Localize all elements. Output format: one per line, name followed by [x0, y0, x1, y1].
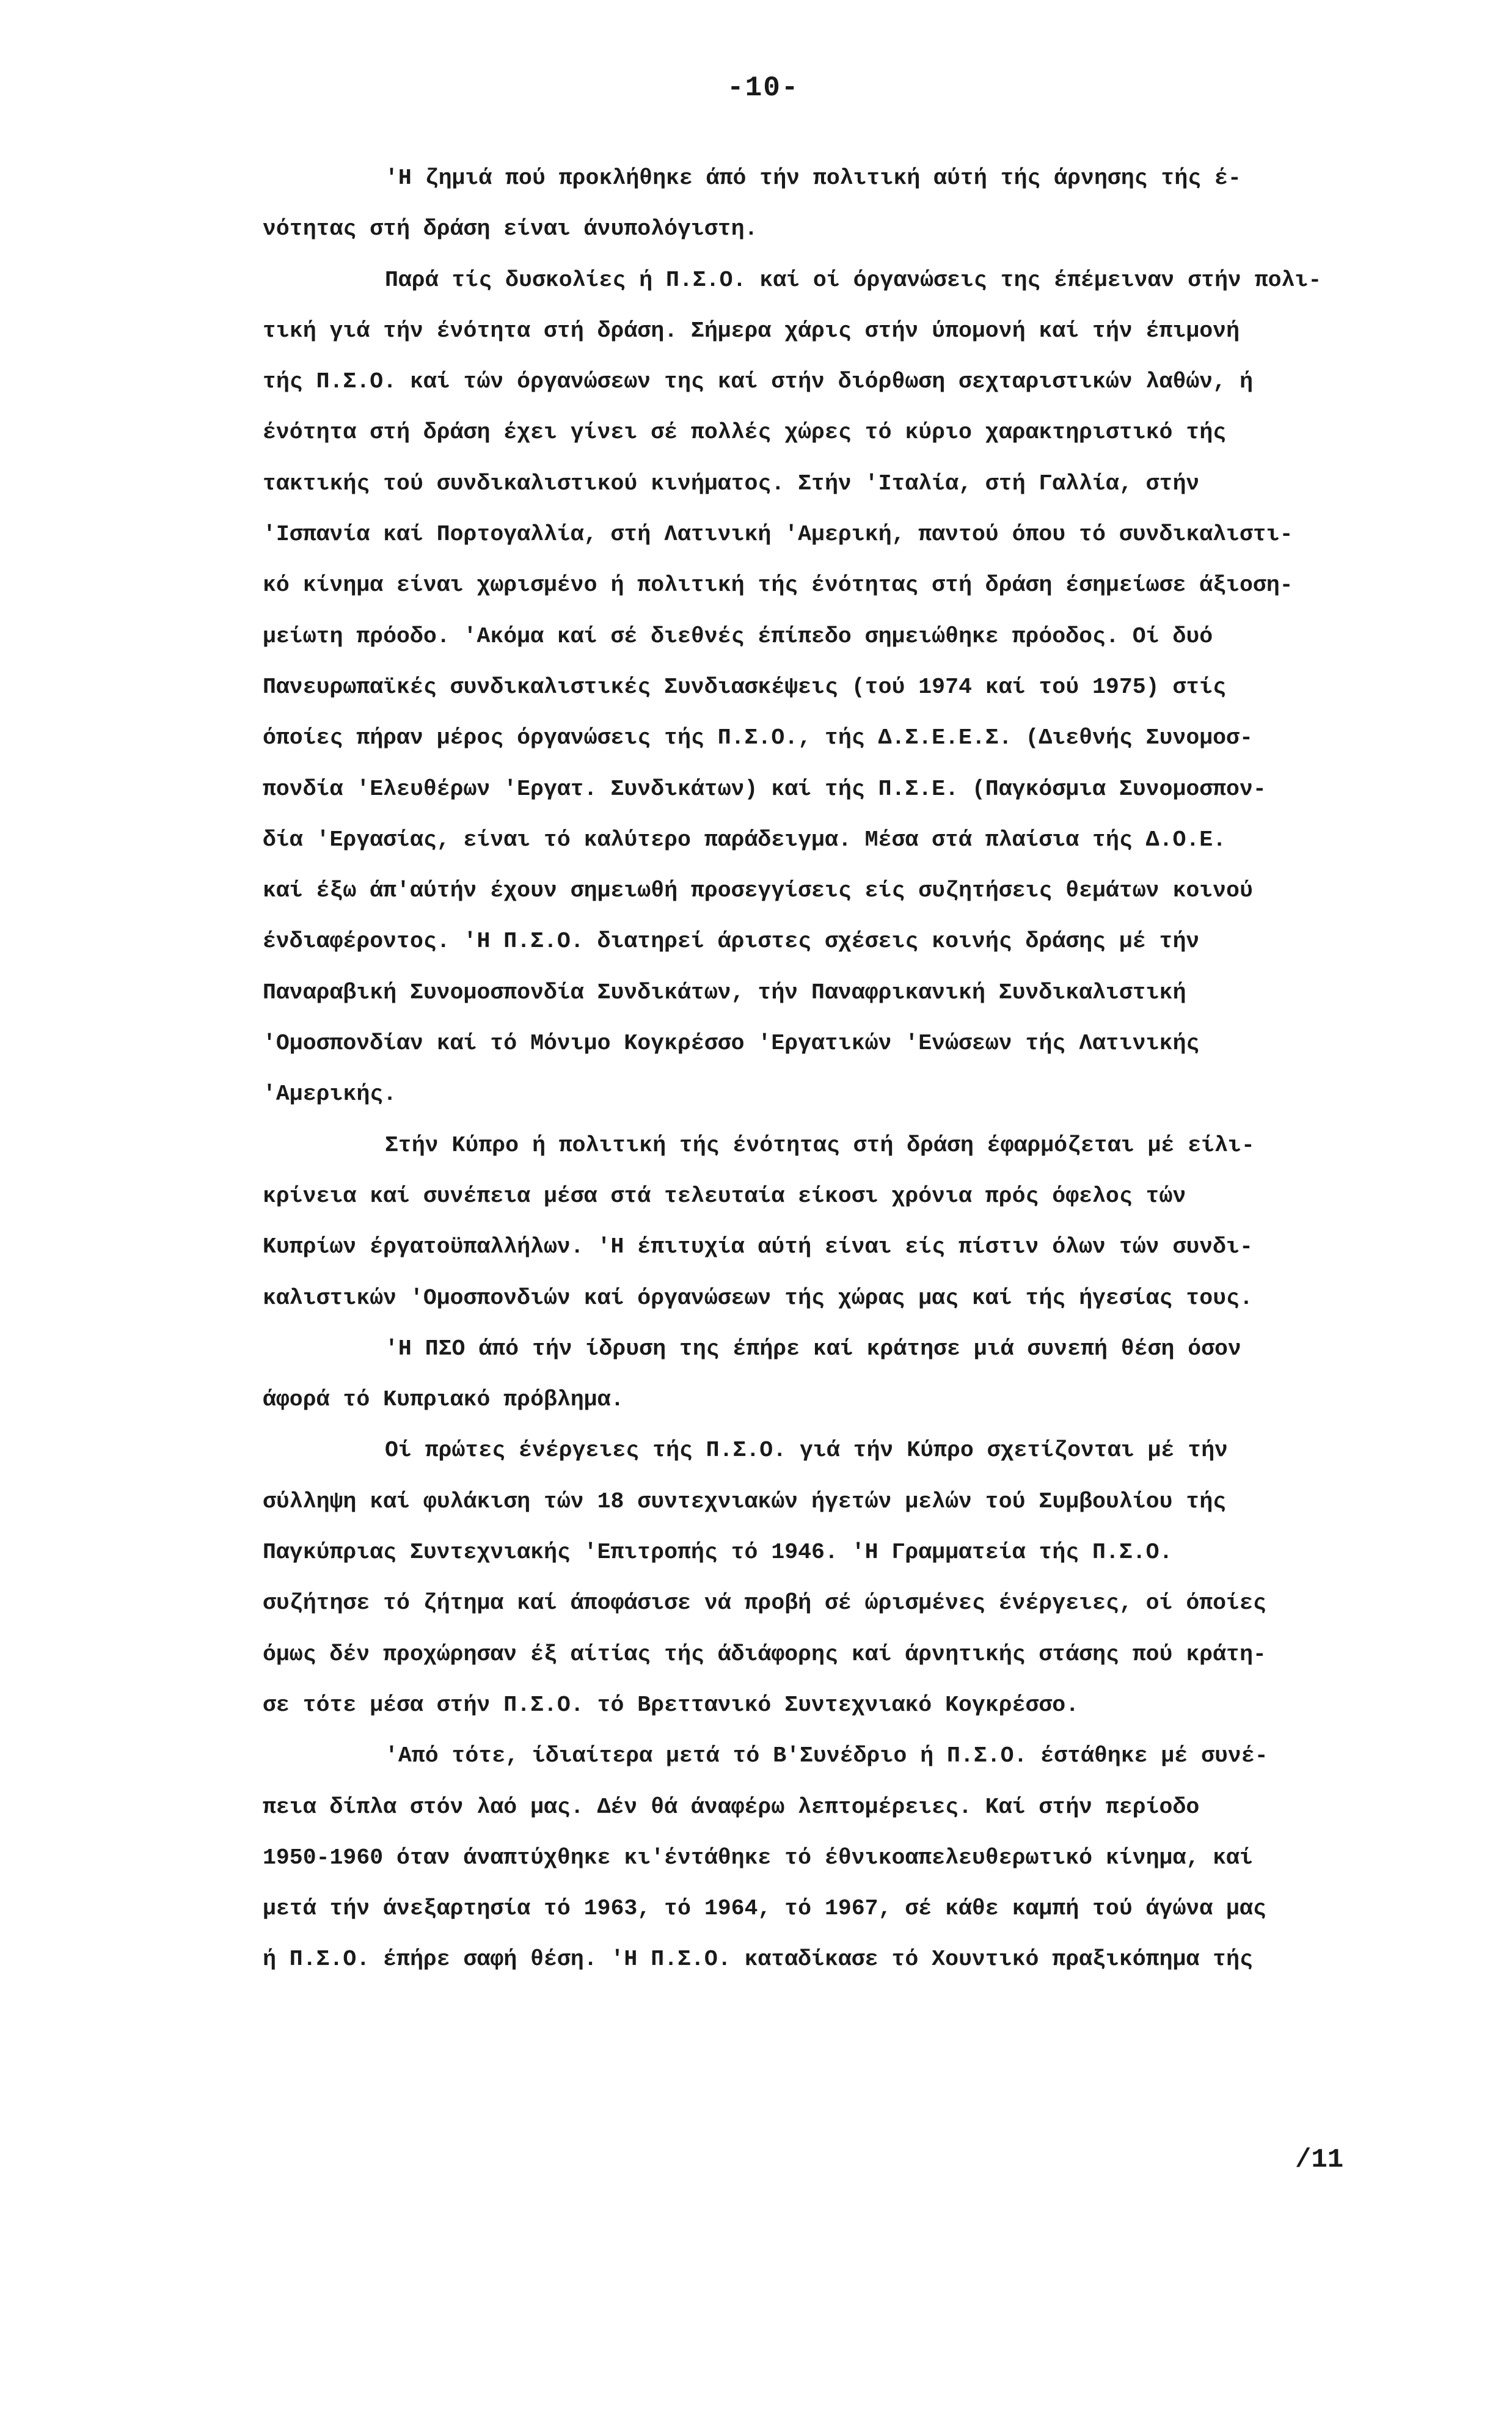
text-line: Οί πρώτες ένέργειες τής Π.Σ.Ο. γιά τήν Κύπρο σχετίζονται μέ τήν [385, 1438, 1228, 1463]
text-line: συζήτησε τό ζήτημα καί άποφάσισε νά προβή σέ ώρισμένες ένέργειες, οί όποίες [263, 1590, 1266, 1616]
text-line: Κυπρίων έργατοϋπαλλήλων. 'Η έπιτυχία αύτή είναι είς πίστιν όλων τών συνδι- [263, 1234, 1253, 1260]
text-line: Στήν Κύπρο ή πολιτική τής ένότητας στή δράση έφαρμόζεται μέ είλι- [385, 1132, 1255, 1158]
text-line: σύλληψη καί φυλάκιση τών 18 συντεχνιακών ήγετών μελών τού Συμβουλίου τής [263, 1488, 1227, 1514]
text-line: Παναραβική Συνομοσπονδία Συνδικάτων, τήν Παναφρικανική Συνδικαλιστική [263, 979, 1186, 1005]
text-line: 'Η ΠΣΟ άπό τήν ίδρυση της έπήρε καί κράτησε μιά συνεπή θέση όσον [385, 1336, 1241, 1361]
body-text [263, 153, 1423, 1985]
text-line: κό κίνημα είναι χωρισμένο ή πολιτική τής ένότητας στή δράση έσημείωσε άξιοση- [263, 573, 1293, 598]
text-line: ή Π.Σ.Ο. έπήρε σαφή θέση. 'Η Π.Σ.Ο. καταδίκασε τό Χουντικό πραξικόπημα τής [263, 1947, 1253, 1972]
text-line: 1950-1960 όταν άναπτύχθηκε κι'έντάθηκε τό έθνικοαπελευθερωτικό κίνημα, καί [263, 1845, 1253, 1870]
text-line: ένότητα στή δράση έχει γίνει σέ πολλές χώρες τό κύριο χαρακτηριστικό τής [263, 420, 1227, 445]
text-line: τακτικής τού συνδικαλιστικού κινήματος. Στήν 'Ιταλία, στή Γαλλία, στήν [263, 470, 1200, 496]
page-number: -10- [727, 72, 800, 104]
text-line: πονδία 'Ελευθέρων 'Εργατ. Συνδικάτων) καί τής Π.Σ.Ε. (Παγκόσμια Συνομοσπον- [263, 776, 1266, 802]
continuation-marker: /11 [1295, 2145, 1344, 2175]
text-line: κρίνεια καί συνέπεια μέσα στά τελευταία είκοσι χρόνια πρός όφελος τών [263, 1183, 1186, 1209]
text-line: 'Αμερικής. [263, 1081, 397, 1107]
text-line: 'Από τότε, ίδιαίτερα μετά τό Β'Συνέδριο ή Π.Σ.Ο. έστάθηκε μέ συνέ- [385, 1743, 1268, 1769]
text-line: τής Π.Σ.Ο. καί τών όργανώσεων της καί στήν διόρθωση σεχταριστικών λαθών, ή [263, 369, 1253, 395]
text-line: όμως δέν προχώρησαν έξ αίτίας τής άδιάφορης καί άρνητικής στάσης πού κράτη- [263, 1641, 1266, 1667]
text-line: μετά τήν άνεξαρτησία τό 1963, τό 1964, τό 1967, σέ κάθε καμπή τού άγώνα μας [263, 1896, 1266, 1922]
text-line: καλιστικών 'Ομοσπονδιών καί όργανώσεων τής χώρας μας καί τής ήγεσίας τους. [263, 1285, 1253, 1311]
text-line: μείωτη πρόοδο. 'Ακόμα καί σέ διεθνές έπίπεδο σημειώθηκε πρόοδος. Οί δυό [263, 623, 1213, 649]
text-line: καί έξω άπ'αύτήν έχουν σημειωθή προσεγγίσεις είς συζητήσεις θεμάτων κοινού [263, 878, 1253, 904]
text-line: σε τότε μέσα στήν Π.Σ.Ο. τό Βρεττανικό Συντεχνιακό Κογκρέσσο. [263, 1692, 1079, 1718]
text-line: 'Ισπανία καί Πορτογαλλία, στή Λατινική 'Αμερική, παντού όπου τό συνδικαλιστι- [263, 522, 1293, 547]
text-line: τική γιά τήν ένότητα στή δράση. Σήμερα χάρις στήν ύπομονή καί τήν έπιμονή [263, 318, 1240, 343]
text-line: νότητας στή δράση είναι άνυπολόγιστη. [263, 216, 758, 242]
text-line: δία 'Εργασίας, είναι τό καλύτερο παράδειγμα. Μέσα στά πλαίσια τής Δ.Ο.Ε. [263, 827, 1227, 852]
text-line: ένδιαφέροντος. 'Η Π.Σ.Ο. διατηρεί άριστες σχέσεις κοινής δράσης μέ τήν [263, 929, 1200, 954]
text-line: Παγκύπριας Συντεχνιακής 'Επιτροπής τό 1946. 'Η Γραμματεία τής Π.Σ.Ο. [263, 1540, 1173, 1565]
text-line: 'Η ζημιά πού προκλήθηκε άπό τήν πολιτική αύτή τής άρνησης τής έ- [385, 166, 1241, 191]
text-line: πεια δίπλα στόν λαό μας. Δέν θά άναφέρω λεπτομέρειες. Καί στήν περίοδο [263, 1794, 1200, 1820]
text-line: Πανευρωπαϊκές συνδικαλιστικές Συνδιασκέψεις (τού 1974 καί τού 1975) στίς [263, 674, 1227, 700]
text-line: 'Ομοσπονδίαν καί τό Μόνιμο Κογκρέσσο 'Εργατικών 'Ενώσεων τής Λατινικής [263, 1031, 1200, 1056]
text-line: όποίες πήραν μέρος όργανώσεις τής Π.Σ.Ο., τής Δ.Σ.Ε.Ε.Σ. (Διεθνής Συνομοσ- [263, 725, 1253, 751]
text-line: Παρά τίς δυσκολίες ή Π.Σ.Ο. καί οί όργανώσεις της έπέμειναν στήν πολι- [385, 267, 1322, 293]
text-line: άφορά τό Κυπριακό πρόβλημα. [263, 1387, 624, 1413]
